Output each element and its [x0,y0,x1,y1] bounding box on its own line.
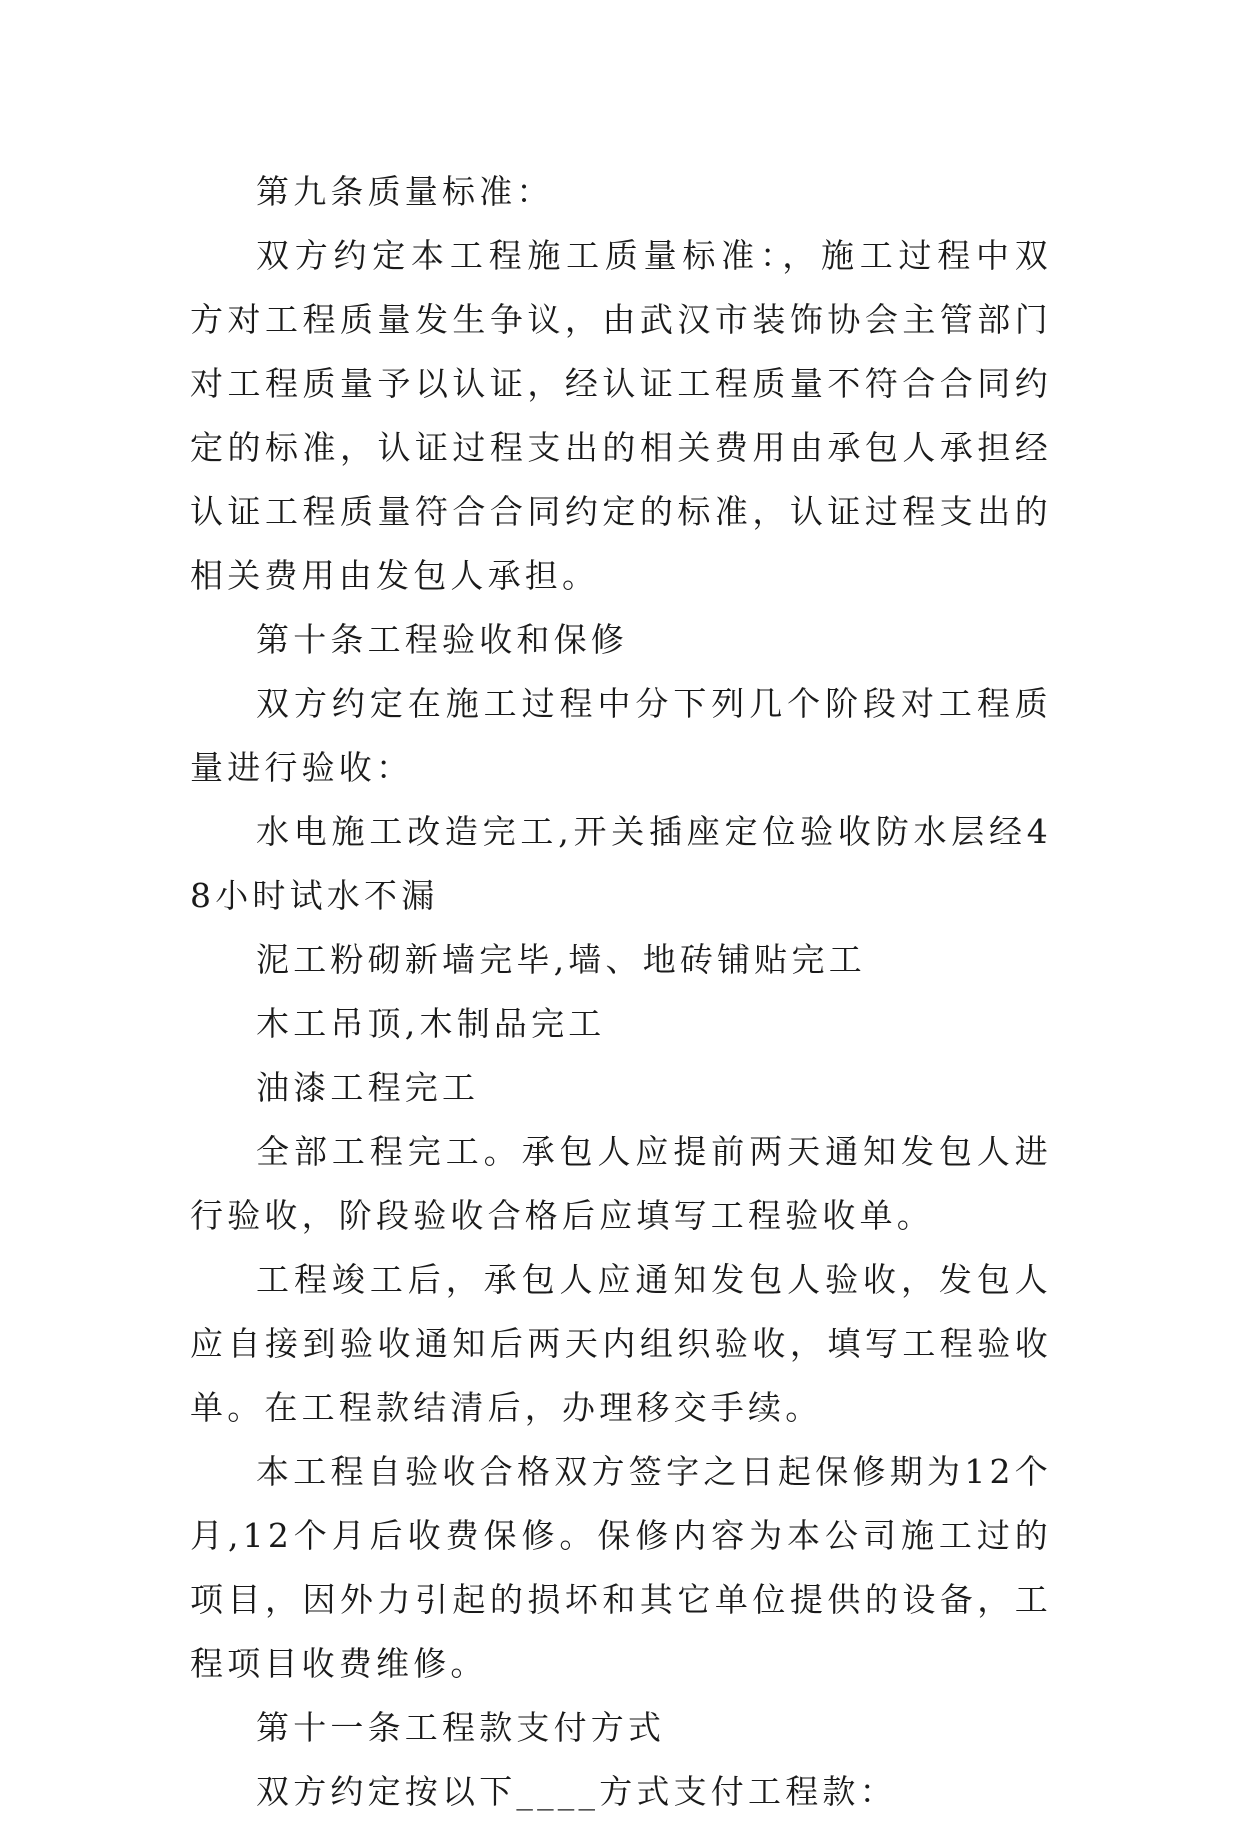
article-10-heading: 第十条工程验收和保修 [256,620,628,659]
acceptance-stage-plumbing-electrical: 水电施工改造完工,开关插座定位验收防水层经48小时试水不漏 [190,812,1052,915]
acceptance-stages-intro: 双方约定在施工过程中分下列几个阶段对工程质量进行验收： [190,684,1052,787]
payment-method-text: 双方约定按以下____方式支付工程款： [256,1772,897,1811]
completion-acceptance-text: 工程竣工后，承包人应通知发包人验收，发包人应自接到验收通知后两天内组织验收，填写工程验收单。在工程款结清后，办理移交手续。 [190,1260,1052,1427]
article-9-quality-standard-text: 双方约定本工程施工质量标准：，施工过程中双方对工程质量发生争议，由武汉市装饰协会主管部门对工程质量予以认证，经认证工程质量不符合合同约定的标准，认证过程支出的相关费用由承包人承担经认证工程质量符合合同约定的标准，认证过程支出的相关费用由发包人承担。 [190,236,1052,595]
warranty-text: 本工程自验收合格双方签字之日起保修期为12个月,12个月后收费保修。保修内容为本公司施工过的项目，因外力引起的损坏和其它单位提供的设备，工程项目收费维修。 [190,1452,1052,1683]
acceptance-stage-masonry-tiling: 泥工粉砌新墙完毕,墙、地砖铺贴完工 [256,940,866,979]
article-11-heading: 第十一条工程款支付方式 [256,1708,666,1747]
acceptance-stage-completion: 全部工程完工。承包人应提前两天通知发包人进行验收，阶段验收合格后应填写工程验收单。 [190,1132,1052,1235]
article-9-heading: 第九条质量标准： [256,172,554,211]
document-body [190,160,1052,1824]
acceptance-stage-painting: 油漆工程完工 [256,1068,480,1107]
acceptance-stage-carpentry: 木工吊顶,木制品完工 [256,1004,606,1043]
